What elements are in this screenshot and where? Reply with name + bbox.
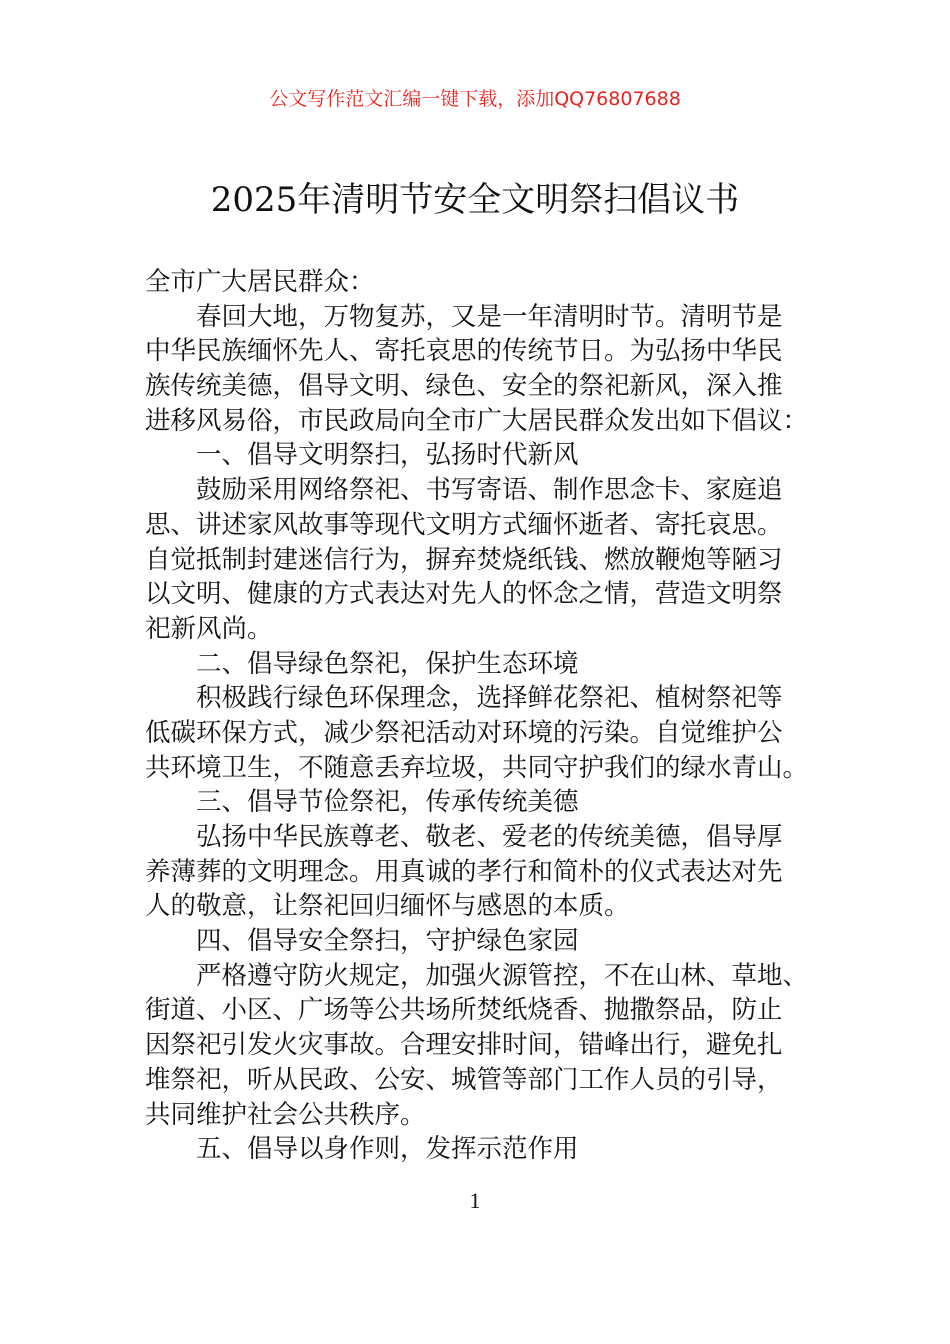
text-line: 进移风易俗，市民政局向全市广大居民群众发出如下倡议： bbox=[145, 405, 809, 436]
text-line: 以文明、健康的方式表达对先人的怀念之情，营造文明祭 bbox=[145, 579, 783, 610]
text-line: 因祭祀引发火灾事故。合理安排时间，错峰出行，避免扎 bbox=[145, 1030, 783, 1061]
text-line: 五、倡导以身作则，发挥示范作用 bbox=[196, 1134, 579, 1165]
text-line: 低碳环保方式，减少祭祀活动对环境的污染。自觉维护公 bbox=[145, 717, 783, 748]
document-title: 2025年清明节安全文明祭扫倡议书 bbox=[210, 180, 740, 220]
text-line: 三、倡导节俭祭祀，传承传统美德 bbox=[196, 787, 579, 818]
text-line: 全市广大居民群众： bbox=[145, 267, 375, 297]
text-line: 祀新风尚。 bbox=[145, 613, 273, 644]
text-line: 共同维护社会公共秩序。 bbox=[145, 1099, 426, 1130]
text-line: 积极践行绿色环保理念，选择鲜花祭祀、植树祭祀等 bbox=[196, 683, 783, 714]
text-line: 族传统美德，倡导文明、绿色、安全的祭祀新风，深入推 bbox=[145, 371, 783, 402]
download-banner: 公文写作范文汇编一键下载，添加QQ76807688 bbox=[269, 88, 681, 110]
text-line: 自觉抵制封建迷信行为，摒弃焚烧纸钱、燃放鞭炮等陋习 bbox=[145, 544, 783, 575]
text-line: 中华民族缅怀先人、寄托哀思的传统节日。为弘扬中华民 bbox=[145, 336, 783, 367]
text-line: 养薄葬的文明理念。用真诚的孝行和简朴的仪式表达对先 bbox=[145, 856, 783, 887]
document-body bbox=[145, 265, 825, 1167]
text-line: 共环境卫生，不随意丢弃垃圾，共同守护我们的绿水青山。 bbox=[145, 752, 809, 783]
text-line: 街道、小区、广场等公共场所焚纸烧香、抛撒祭品，防止 bbox=[145, 995, 783, 1026]
text-line: 堆祭祀，听从民政、公安、城管等部门工作人员的引导， bbox=[145, 1064, 783, 1095]
text-line: 人的敬意，让祭祀回归缅怀与感恩的本质。 bbox=[145, 891, 630, 922]
text-line: 思、讲述家风故事等现代文明方式缅怀逝者、寄托哀思。 bbox=[145, 509, 783, 540]
text-line: 春回大地，万物复苏，又是一年清明时节。清明节是 bbox=[196, 301, 783, 332]
text-line: 一、倡导文明祭扫，弘扬时代新风 bbox=[196, 440, 579, 471]
text-line: 弘扬中华民族尊老、敬老、爱老的传统美德，倡导厚 bbox=[196, 822, 783, 852]
text-line: 严格遵守防火规定，加强火源管控，不在山林、草地、 bbox=[196, 960, 809, 991]
text-line: 鼓励采用网络祭祀、书写寄语、制作思念卡、家庭追 bbox=[196, 475, 783, 506]
text-line: 二、倡导绿色祭祀，保护生态环境 bbox=[196, 648, 579, 679]
text-line: 四、倡导安全祭扫，守护绿色家园 bbox=[196, 926, 579, 957]
page-number: 1 bbox=[469, 1188, 481, 1213]
